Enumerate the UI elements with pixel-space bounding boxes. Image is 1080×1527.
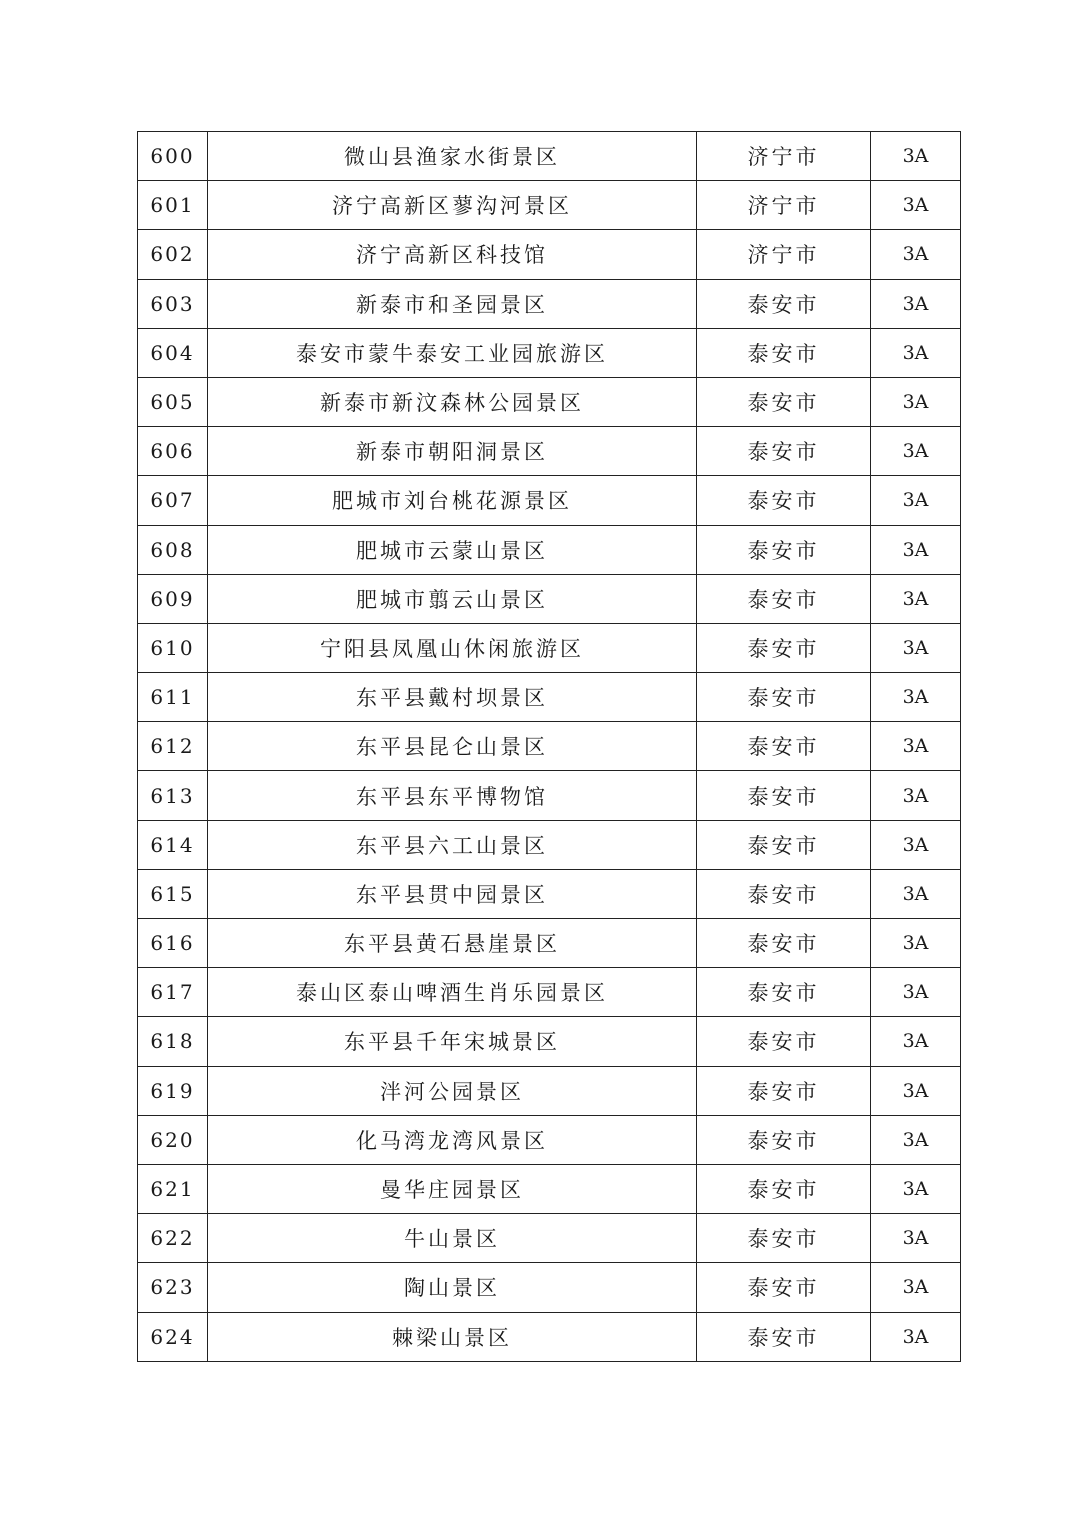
table-row	[138, 968, 961, 1017]
grade-cell: 3A	[871, 427, 961, 476]
table-row	[138, 771, 961, 820]
row-number-cell: 607	[138, 476, 208, 525]
city-cell: 泰安市	[697, 623, 871, 672]
table-row	[138, 427, 961, 476]
scenic-name-cell: 济宁高新区科技馆	[208, 230, 697, 279]
scenic-name-cell: 东平县六工山景区	[208, 820, 697, 869]
row-number-cell: 604	[138, 328, 208, 377]
city-cell: 泰安市	[697, 1164, 871, 1213]
row-number-cell: 618	[138, 1017, 208, 1066]
table-row	[138, 574, 961, 623]
city-cell: 泰安市	[697, 771, 871, 820]
city-cell: 泰安市	[697, 1115, 871, 1164]
scenic-name-cell: 棘梁山景区	[208, 1312, 697, 1361]
row-number-cell: 619	[138, 1066, 208, 1115]
city-cell: 泰安市	[697, 869, 871, 918]
row-number-cell: 606	[138, 427, 208, 476]
grade-cell: 3A	[871, 673, 961, 722]
row-number-cell: 616	[138, 919, 208, 968]
scenic-name-cell: 泮河公园景区	[208, 1066, 697, 1115]
scenic-name-cell: 陶山景区	[208, 1263, 697, 1312]
table-row	[138, 1214, 961, 1263]
table-row	[138, 279, 961, 328]
scenic-name-cell: 泰山区泰山啤酒生肖乐园景区	[208, 968, 697, 1017]
table-row	[138, 820, 961, 869]
city-cell: 泰安市	[697, 476, 871, 525]
row-number-cell: 621	[138, 1164, 208, 1213]
row-number-cell: 601	[138, 181, 208, 230]
row-number-cell: 623	[138, 1263, 208, 1312]
table-row	[138, 869, 961, 918]
table-row	[138, 1263, 961, 1312]
table-row	[138, 1017, 961, 1066]
row-number-cell: 602	[138, 230, 208, 279]
city-cell: 泰安市	[697, 279, 871, 328]
table-row	[138, 722, 961, 771]
city-cell: 济宁市	[697, 132, 871, 181]
grade-cell: 3A	[871, 1164, 961, 1213]
grade-cell: 3A	[871, 623, 961, 672]
row-number-cell: 614	[138, 820, 208, 869]
table-row	[138, 1066, 961, 1115]
table-row	[138, 230, 961, 279]
scenic-name-cell: 东平县戴村坝景区	[208, 673, 697, 722]
table-row	[138, 623, 961, 672]
table-row	[138, 1164, 961, 1213]
scenic-name-cell: 化马湾龙湾风景区	[208, 1115, 697, 1164]
grade-cell: 3A	[871, 279, 961, 328]
scenic-name-cell: 新泰市朝阳洞景区	[208, 427, 697, 476]
scenic-name-cell: 东平县贯中园景区	[208, 869, 697, 918]
table-row	[138, 919, 961, 968]
row-number-cell: 609	[138, 574, 208, 623]
city-cell: 泰安市	[697, 427, 871, 476]
row-number-cell: 600	[138, 132, 208, 181]
scenic-name-cell: 东平县东平博物馆	[208, 771, 697, 820]
scenic-name-cell: 宁阳县凤凰山休闲旅游区	[208, 623, 697, 672]
city-cell: 泰安市	[697, 1017, 871, 1066]
grade-cell: 3A	[871, 1017, 961, 1066]
grade-cell: 3A	[871, 328, 961, 377]
row-number-cell: 605	[138, 377, 208, 426]
city-cell: 泰安市	[697, 968, 871, 1017]
grade-cell: 3A	[871, 722, 961, 771]
city-cell: 泰安市	[697, 820, 871, 869]
scenic-name-cell: 曼华庄园景区	[208, 1164, 697, 1213]
city-cell: 泰安市	[697, 1263, 871, 1312]
row-number-cell: 611	[138, 673, 208, 722]
table-row	[138, 377, 961, 426]
scenic-name-cell: 牛山景区	[208, 1214, 697, 1263]
table-row	[138, 673, 961, 722]
city-cell: 泰安市	[697, 328, 871, 377]
scenic-name-cell: 济宁高新区蓼沟河景区	[208, 181, 697, 230]
table-row	[138, 1312, 961, 1361]
grade-cell: 3A	[871, 968, 961, 1017]
row-number-cell: 613	[138, 771, 208, 820]
grade-cell: 3A	[871, 525, 961, 574]
scenic-name-cell: 肥城市翦云山景区	[208, 574, 697, 623]
city-cell: 泰安市	[697, 1214, 871, 1263]
grade-cell: 3A	[871, 820, 961, 869]
scenic-name-cell: 肥城市云蒙山景区	[208, 525, 697, 574]
scenic-name-cell: 微山县渔家水街景区	[208, 132, 697, 181]
table-body	[138, 132, 961, 1362]
table-row	[138, 181, 961, 230]
grade-cell: 3A	[871, 771, 961, 820]
row-number-cell: 622	[138, 1214, 208, 1263]
row-number-cell: 615	[138, 869, 208, 918]
city-cell: 泰安市	[697, 1066, 871, 1115]
city-cell: 泰安市	[697, 574, 871, 623]
grade-cell: 3A	[871, 181, 961, 230]
table-row	[138, 476, 961, 525]
city-cell: 泰安市	[697, 673, 871, 722]
scenic-name-cell: 泰安市蒙牛泰安工业园旅游区	[208, 328, 697, 377]
grade-cell: 3A	[871, 1263, 961, 1312]
grade-cell: 3A	[871, 869, 961, 918]
row-number-cell: 624	[138, 1312, 208, 1361]
grade-cell: 3A	[871, 1312, 961, 1361]
scenic-name-cell: 新泰市新汶森林公园景区	[208, 377, 697, 426]
row-number-cell: 608	[138, 525, 208, 574]
row-number-cell: 603	[138, 279, 208, 328]
city-cell: 济宁市	[697, 230, 871, 279]
city-cell: 济宁市	[697, 181, 871, 230]
city-cell: 泰安市	[697, 525, 871, 574]
table-row	[138, 328, 961, 377]
grade-cell: 3A	[871, 919, 961, 968]
table-row	[138, 132, 961, 181]
row-number-cell: 620	[138, 1115, 208, 1164]
scenic-area-table	[137, 131, 961, 1362]
table-row	[138, 525, 961, 574]
grade-cell: 3A	[871, 377, 961, 426]
scenic-name-cell: 东平县千年宋城景区	[208, 1017, 697, 1066]
scenic-name-cell: 东平县黄石悬崖景区	[208, 919, 697, 968]
city-cell: 泰安市	[697, 722, 871, 771]
grade-cell: 3A	[871, 1214, 961, 1263]
row-number-cell: 610	[138, 623, 208, 672]
city-cell: 泰安市	[697, 1312, 871, 1361]
grade-cell: 3A	[871, 1115, 961, 1164]
city-cell: 泰安市	[697, 919, 871, 968]
scenic-name-cell: 新泰市和圣园景区	[208, 279, 697, 328]
grade-cell: 3A	[871, 574, 961, 623]
scenic-name-cell: 肥城市刘台桃花源景区	[208, 476, 697, 525]
grade-cell: 3A	[871, 476, 961, 525]
row-number-cell: 612	[138, 722, 208, 771]
grade-cell: 3A	[871, 1066, 961, 1115]
row-number-cell: 617	[138, 968, 208, 1017]
city-cell: 泰安市	[697, 377, 871, 426]
grade-cell: 3A	[871, 132, 961, 181]
scenic-name-cell: 东平县昆仑山景区	[208, 722, 697, 771]
grade-cell: 3A	[871, 230, 961, 279]
table-row	[138, 1115, 961, 1164]
